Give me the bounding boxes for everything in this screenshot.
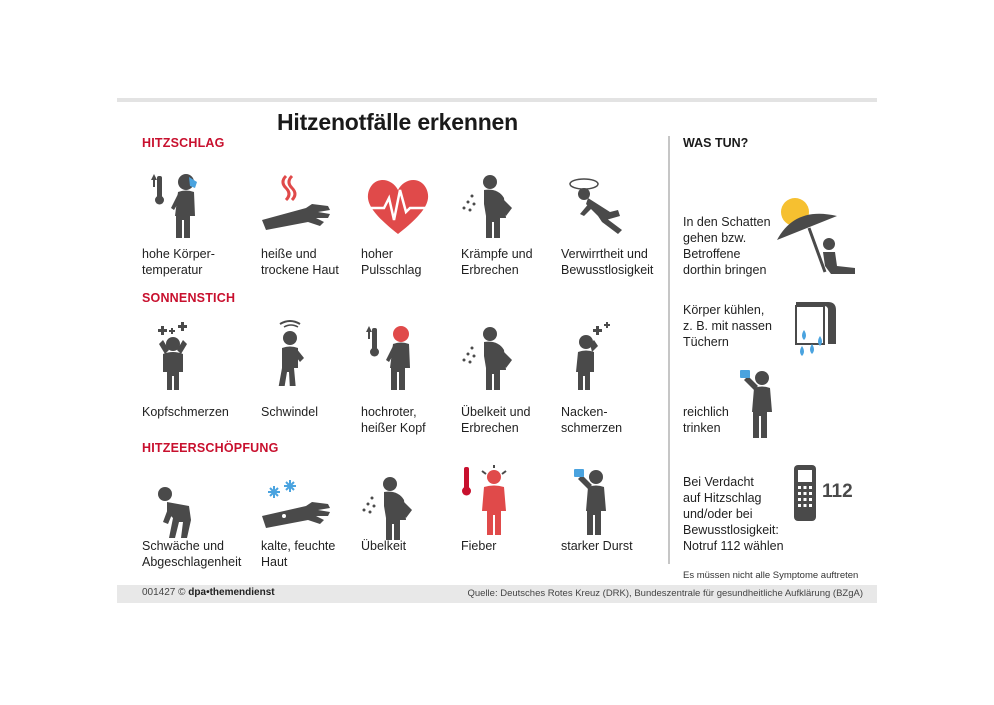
page-title: Hitzenotfälle erkennen bbox=[277, 109, 518, 135]
headache-icon bbox=[145, 320, 221, 390]
symptom-label: starker Durst bbox=[561, 539, 633, 553]
symptom-label: hochroter, heißer Kopf bbox=[361, 405, 426, 435]
symptom-label: Schwindel bbox=[261, 405, 318, 419]
symptom-label: Schwäche und Abgeschlagenheit bbox=[142, 539, 242, 569]
section-heading-hitzeerschoepfung: HITZEERSCHÖPFUNG bbox=[142, 441, 279, 455]
emergency-number: 112 bbox=[822, 481, 853, 502]
symptom-label: heiße und trockene Haut bbox=[261, 247, 339, 277]
thermometer-head-icon bbox=[145, 168, 221, 238]
symptom-label: Krämpfe und Erbrechen bbox=[461, 247, 533, 277]
symptom-label: Verwirrtheit und Bewusstlosigkeit bbox=[561, 247, 654, 277]
red-head-thermometer-icon bbox=[360, 320, 436, 390]
symptom-label: Fieber bbox=[461, 539, 497, 553]
symptom-label: Nacken- schmerzen bbox=[561, 405, 623, 435]
was-tun-heading: WAS TUN? bbox=[683, 136, 749, 150]
footer-bar bbox=[117, 585, 877, 603]
drinking-person-icon bbox=[562, 465, 638, 535]
heart-pulse-icon bbox=[360, 168, 436, 238]
top-rule bbox=[117, 98, 877, 102]
footer-source: Quelle: Deutsches Rotes Kreuz (DRK), Bundeszentrale für gesundheitliche Aufklärung (BZgA) bbox=[467, 588, 863, 599]
symptom-label: Kopfschmerzen bbox=[142, 405, 229, 419]
symptom-label: Übelkeit bbox=[361, 539, 407, 553]
person-vomiting-icon bbox=[460, 320, 536, 390]
person-falling-icon bbox=[562, 168, 638, 238]
action-call-text: Bei Verdacht auf Hitzschlag und/oder bei Bewusstlosigkeit: Notruf 112 wählen bbox=[683, 475, 784, 553]
neck-pain-icon bbox=[562, 320, 638, 390]
symptom-label: hoher Pulsschlag bbox=[361, 247, 422, 277]
symptom-label: Übelkeit und Erbrechen bbox=[461, 405, 531, 435]
action-shade-text: In den Schatten gehen bzw. Betroffene dorthin bringen bbox=[683, 215, 771, 277]
hot-arm-icon bbox=[258, 168, 334, 238]
section-heading-hitzschlag: HITZSCHLAG bbox=[142, 136, 225, 150]
fever-person-icon bbox=[460, 465, 536, 535]
symptom-label: kalte, feuchte Haut bbox=[261, 539, 336, 569]
wet-towel-icon bbox=[790, 296, 840, 362]
footnote: Es müssen nicht alle Symptome auftreten bbox=[683, 570, 859, 581]
action-drink-text: reichlich trinken bbox=[683, 405, 729, 435]
section-heading-sonnenstich: SONNENSTICH bbox=[142, 291, 236, 305]
weak-person-icon bbox=[145, 470, 221, 540]
action-cool-text: Körper kühlen, z. B. mit nassen Tüchern bbox=[683, 303, 772, 349]
column-divider bbox=[668, 136, 670, 564]
phone-icon bbox=[793, 464, 817, 522]
symptom-label: hohe Körper- temperatur bbox=[142, 247, 215, 277]
drinking-person-icon bbox=[738, 368, 786, 440]
footer-credit: 001427 © dpa•themendienst bbox=[142, 587, 275, 598]
person-vomiting-icon bbox=[460, 168, 536, 238]
dizzy-person-icon bbox=[258, 316, 334, 386]
shade-umbrella-icon bbox=[775, 192, 861, 278]
person-vomiting-icon bbox=[360, 470, 436, 540]
